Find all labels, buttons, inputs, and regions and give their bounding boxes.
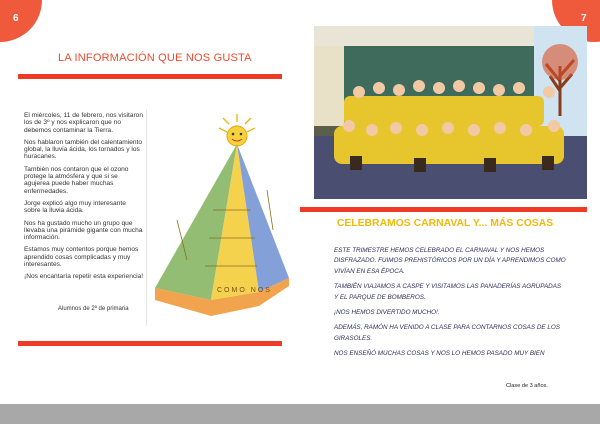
paragraph: ESTE TRIMESTRE HEMOS CELEBRADO EL CARNAVAL Y NOS HEMOS DISFRAZADO. FUIMOS PREHISTÓRICOS POR UN DÍA Y APRENDIMOS COMO VIVÍAN EN ESA ÉPOCA. [334, 247, 566, 275]
divider-bar [18, 341, 282, 346]
page-number-left: 6 [13, 13, 19, 24]
paragraph: Nos ha gustado mucho un grupo que llevaba una pirámide gigante con mucha información. [24, 219, 143, 242]
paragraph: El miércoles, 11 de febrero, nos visitaron los de 3º y nos explicaron que no debemos contaminar la Tierra. [24, 112, 143, 134]
paragraph: Nos hablaron también del calentamiento global, la lluvia ácida, los tornados y los huracanes. [24, 138, 143, 161]
right-article-body [334, 246, 566, 365]
divider-bar [300, 207, 587, 212]
footer-band [0, 404, 600, 424]
pyramid-illustration [147, 110, 297, 326]
class-photo [314, 26, 587, 199]
paragraph: Jorge explicó algo muy interesante sobre la lluvia ácida. [24, 199, 126, 215]
class-photo-image [314, 26, 587, 199]
pyramid-drawing [146, 110, 297, 326]
divider-bar [18, 74, 282, 79]
paragraph: ¡NOS HEMOS DIVERTIDO MUCHO!. [334, 309, 440, 317]
sun-icon [219, 114, 255, 146]
right-page-title: CELEBRAMOS CARNAVAL Y... MÁS COSAS [336, 218, 554, 229]
left-page-title: LA INFORMACIÓN QUE NOS GUSTA [58, 52, 252, 64]
paragraph: TAMBIÉN VIAJAMOS A CASPE Y VISITAMOS LAS PANADERÍAS AGRUPADAS Y EL PARQUE DE BOMBEROS. [334, 283, 562, 301]
paragraph: NOS ENSEÑÓ MUCHAS COSAS Y NOS LO HEMOS PASADO MUY BIEN [334, 350, 545, 358]
left-article-body [24, 112, 144, 286]
paragraph: Estamos muy contentos porque hemos aprendido cosas complicadas y muy interesantes. [24, 246, 139, 269]
paragraph: También nos contaron que el ozono protege la atmósfera y que si se agujerea puede haber muchas enfermedades. [24, 165, 129, 195]
right-signature: Clase de 3 años. [506, 383, 548, 389]
paragraph: ADEMÁS, RAMÓN HA VENIDO A CLASE PARA CONTARNOS COSAS DE LOS GIRASOLES. [334, 324, 560, 342]
paragraph: ¡Nos encantaría repetir esta experiencia! [24, 273, 144, 281]
page-number-right: 7 [581, 13, 587, 24]
drawing-caption: COMO NOS [217, 287, 272, 294]
left-signature: Alumnos de 2º de primaria [58, 306, 129, 312]
